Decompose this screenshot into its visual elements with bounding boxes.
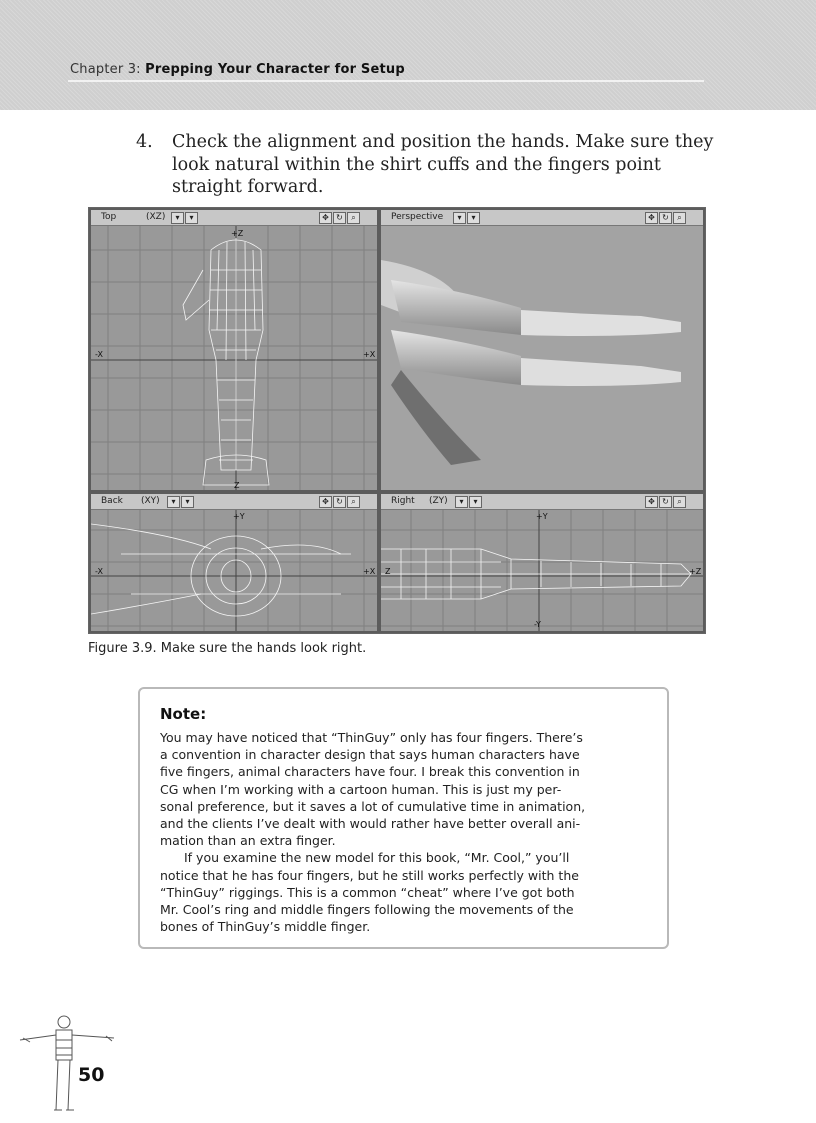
running-header xyxy=(70,62,405,77)
step-line: Check the alignment and position the hands. Make sure they xyxy=(172,132,714,152)
dropdown-icon[interactable]: ▾ xyxy=(453,212,466,224)
axis-label: -Y xyxy=(534,620,541,629)
axis-label: +X xyxy=(363,567,376,576)
step-line: look natural within the shirt cuffs and the fingers point xyxy=(172,154,661,175)
dropdown-icon[interactable]: ▾ xyxy=(167,496,180,508)
axis-label: Z xyxy=(234,481,240,490)
viewport-back[interactable] xyxy=(91,494,377,631)
viewport-toolbar xyxy=(381,210,703,226)
axis-label: -X xyxy=(95,567,103,576)
viewport-axis[interactable]: (ZY) xyxy=(429,496,448,506)
note-line: “ThinGuy” riggings. This is a common “cheat” where I’ve got both xyxy=(160,884,575,900)
zoom-icon[interactable]: ⌕ xyxy=(673,496,686,508)
viewport-label: Top xyxy=(101,212,117,222)
viewport-toolbar xyxy=(381,494,703,510)
viewport-toolbar xyxy=(91,494,377,510)
dropdown-icon[interactable]: ▾ xyxy=(467,212,480,224)
perspective-render xyxy=(381,210,703,490)
axis-label: Z xyxy=(385,567,391,576)
step-text xyxy=(172,131,714,199)
axis-label: +Z xyxy=(689,567,702,576)
note-line: notice that he has four fingers, but he still works perfectly with the xyxy=(160,867,579,883)
back-view-wireframe xyxy=(91,494,377,631)
move-icon[interactable]: ✥ xyxy=(645,212,658,224)
top-view-wireframe xyxy=(91,210,377,490)
note-body xyxy=(160,729,660,935)
axis-label: +X xyxy=(363,350,376,359)
note-line: mation than an extra finger. xyxy=(160,833,336,849)
dropdown-icon[interactable]: ▾ xyxy=(171,212,184,224)
chapter-label: Chapter 3: xyxy=(70,62,141,77)
viewport-top[interactable] xyxy=(91,210,377,490)
dropdown-icon[interactable]: ▾ xyxy=(181,496,194,508)
note-line: You may have noticed that “ThinGuy” only has four fingers. There’s xyxy=(160,730,583,745)
axis-label: +Y xyxy=(233,512,245,521)
note-line: bones of ThinGuy’s middle finger. xyxy=(160,919,371,935)
zoom-icon[interactable]: ⌕ xyxy=(347,212,360,224)
viewport-label: Perspective xyxy=(391,212,444,222)
rotate-icon[interactable]: ↻ xyxy=(659,212,672,224)
dropdown-icon[interactable]: ▾ xyxy=(455,496,468,508)
viewport-toolbar xyxy=(91,210,377,226)
rotate-icon[interactable]: ↻ xyxy=(659,496,672,508)
viewport-axis[interactable]: (XY) xyxy=(141,496,160,506)
axis-label: +Z xyxy=(231,229,244,238)
viewport-axis[interactable]: (XZ) xyxy=(146,212,166,222)
rotate-icon[interactable]: ↻ xyxy=(333,496,346,508)
chapter-title: Prepping Your Character for Setup xyxy=(145,62,405,77)
axis-label: +Y xyxy=(536,512,548,521)
note-line: CG when I’m working with a cartoon human. This is just my per- xyxy=(160,781,562,797)
header-rule xyxy=(68,80,704,82)
page-number: 50 xyxy=(78,1064,105,1086)
note-line: sonal preference, but it saves a lot of cumulative time in animation, xyxy=(160,798,586,814)
move-icon[interactable]: ✥ xyxy=(319,212,332,224)
right-view-wireframe xyxy=(381,494,703,631)
viewport-right[interactable] xyxy=(381,494,703,631)
viewport-perspective[interactable] xyxy=(381,210,703,490)
note-line: and the clients I’ve dealt with would rather have better overall ani- xyxy=(160,816,581,832)
figure-caption: Figure 3.9. Make sure the hands look right. xyxy=(88,641,367,656)
viewport-label: Right xyxy=(391,496,415,506)
zoom-icon[interactable]: ⌕ xyxy=(347,496,360,508)
move-icon[interactable]: ✥ xyxy=(645,496,658,508)
figure-viewports xyxy=(88,207,706,634)
note-line: a convention in character design that says human characters have xyxy=(160,747,580,763)
dropdown-icon[interactable]: ▾ xyxy=(469,496,482,508)
note-line: Mr. Cool’s ring and middle fingers following the movements of the xyxy=(160,902,574,918)
note-line: five fingers, animal characters have four. I break this convention in xyxy=(160,764,580,780)
step-line: straight forward. xyxy=(172,177,324,197)
move-icon[interactable]: ✥ xyxy=(319,496,332,508)
rotate-icon[interactable]: ↻ xyxy=(333,212,346,224)
zoom-icon[interactable]: ⌕ xyxy=(673,212,686,224)
note-line: If you examine the new model for this book, “Mr. Cool,” you’ll xyxy=(184,850,570,866)
dropdown-icon[interactable]: ▾ xyxy=(185,212,198,224)
note-title: Note: xyxy=(160,705,207,723)
viewport-label: Back xyxy=(101,496,123,506)
step-number: 4. xyxy=(136,132,153,152)
note-box xyxy=(138,687,669,949)
header-band xyxy=(0,0,816,110)
axis-label: -X xyxy=(95,350,103,359)
